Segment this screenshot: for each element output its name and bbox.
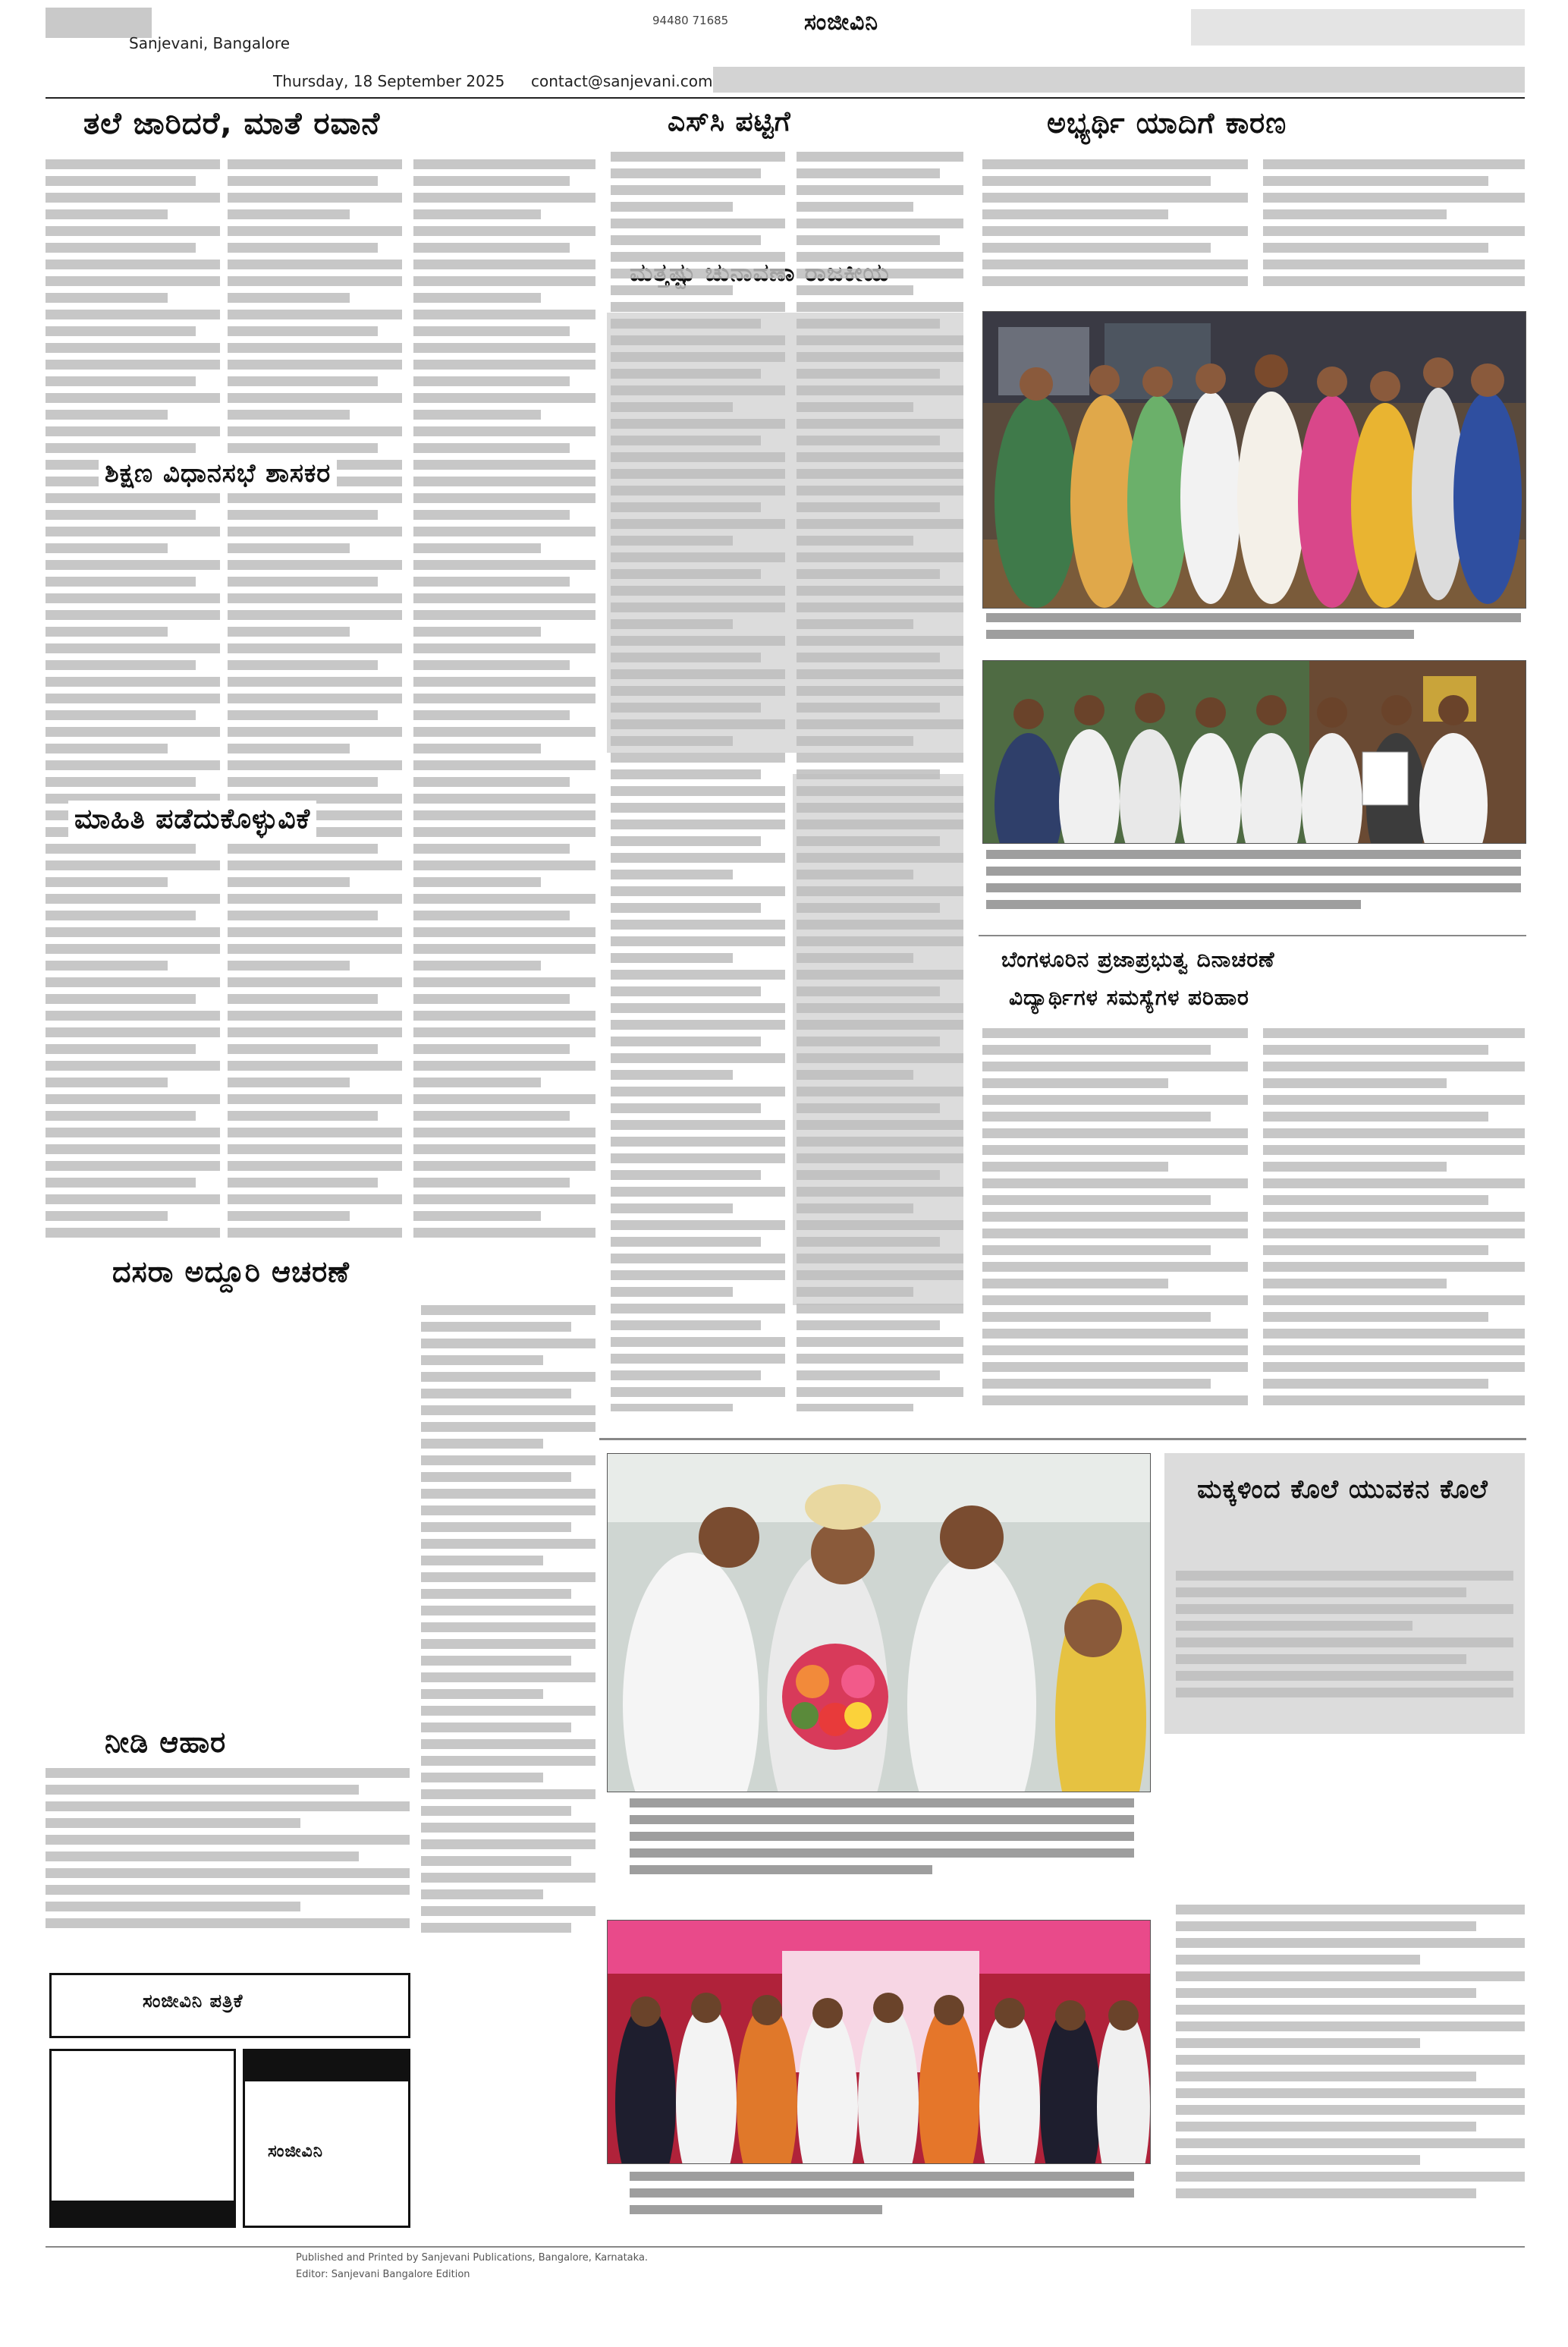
ad-notice-title: ಸಂಜೀವಿನಿ xyxy=(268,2142,323,2161)
masthead-mast-logo: ಸಂಜೀವಿನಿ xyxy=(804,9,879,36)
headline-main: ತಲೆ ಜಾರಿದರೆ, ಮಾತೆ ರವಾನೆ xyxy=(83,106,381,141)
masthead-date: Thursday, 18 September 2025 xyxy=(273,72,505,90)
story-text-crime xyxy=(1176,1571,1513,1722)
story-text-left-3 xyxy=(413,159,595,1244)
ad-dark-band xyxy=(49,2201,235,2228)
story-text-mid-1 xyxy=(611,152,785,1411)
photo-felicitation-image xyxy=(608,1454,1150,1792)
story-text-right-1 xyxy=(982,159,1248,296)
headline-education: ಶಿಕ್ಷಣ ವಿಧಾನಸಭೆ ಶಾಸಕರ xyxy=(99,455,337,492)
masthead-rule xyxy=(46,97,1525,99)
rule-right-mid xyxy=(979,935,1526,936)
caption-delegation xyxy=(986,613,1521,651)
masthead-bar xyxy=(713,67,1525,93)
masthead xyxy=(0,0,1568,99)
ad-notice-header xyxy=(245,2051,408,2081)
story-text-mid-lower xyxy=(421,1305,595,1958)
story-text-right-4 xyxy=(1263,1028,1525,1427)
footer-line-2: Editor: Sanjevani Bangalore Edition xyxy=(296,2269,470,2280)
story-text-mid-2 xyxy=(797,152,963,1411)
masthead-right-block xyxy=(1191,9,1525,46)
photo-delegation-image xyxy=(983,312,1526,608)
photo-memorandum xyxy=(982,660,1526,844)
photo-memorandum-image xyxy=(983,661,1526,843)
headline-students: ವಿದ್ಯಾರ್ಥಿಗಳ ಸಮಸ್ಯೆಗಳ ಪರಿಹಾರ xyxy=(1009,985,1249,1010)
story-text-left-2 xyxy=(228,159,402,1244)
masthead-edition: Sanjevani, Bangalore xyxy=(129,34,291,52)
caption-memorandum xyxy=(986,850,1521,918)
story-text-right-3 xyxy=(982,1028,1248,1427)
headline-candidate: ಅಭ್ಯರ್ಥಿ ಯಾದಿಗೆ ಕಾರಣ xyxy=(1047,106,1287,140)
headline-democracy: ಬೆಂಗಳೂರಿನ ಪ್ರಜಾಪ್ರಭುತ್ವ ದಿನಾಚರಣೆ xyxy=(1001,947,1275,972)
headline-crime: ಮಕ್ಕಳಿಂದ ಕೊಲೆ ಯುವಕನ ಕೊಲೆ xyxy=(1197,1474,1488,1505)
story-text-right-lower xyxy=(1176,1905,1525,2238)
headline-sc-list: ಎಸ್‌ಸಿ ಪಟ್ಟಿಗೆ xyxy=(668,106,791,137)
story-text-left-1 xyxy=(46,159,220,1244)
ad-classified-title: ಸಂಜೀವಿನಿ ಪತ್ರಿಕೆ xyxy=(143,1990,244,2012)
masthead-contact: contact@sanjevani.com xyxy=(531,72,713,90)
ad-box-classified xyxy=(49,1973,410,2038)
story-text-left-lower xyxy=(46,1768,410,1958)
rule-lower-section xyxy=(599,1438,1526,1440)
caption-garland-group xyxy=(630,2172,1134,2232)
headline-info: ಮಾಹಿತಿ ಪಡೆದುಕೊಳ್ಳುವಿಕೆ xyxy=(68,801,316,838)
ad-box-notice-right xyxy=(243,2049,410,2228)
footer-rule xyxy=(46,2246,1525,2248)
story-text-right-2 xyxy=(1263,159,1525,296)
footer-line-1: Published and Printed by Sanjevani Publications, Bangalore, Karnataka. xyxy=(296,2252,649,2264)
photo-garland-group-image xyxy=(608,1921,1150,2163)
photo-felicitation xyxy=(607,1453,1151,1792)
masthead-logo xyxy=(46,8,152,38)
caption-felicitation xyxy=(630,1798,1134,1882)
masthead-phone: 94480 71685 xyxy=(652,14,729,27)
headline-food: ನೀಡಿ ಆಹಾರ xyxy=(99,1722,232,1763)
photo-garland-group xyxy=(607,1920,1151,2164)
photo-delegation xyxy=(982,311,1526,609)
headline-dasara: ದಸರಾ ಅದ್ದೂರಿ ಆಚರಣೆ xyxy=(106,1252,356,1292)
